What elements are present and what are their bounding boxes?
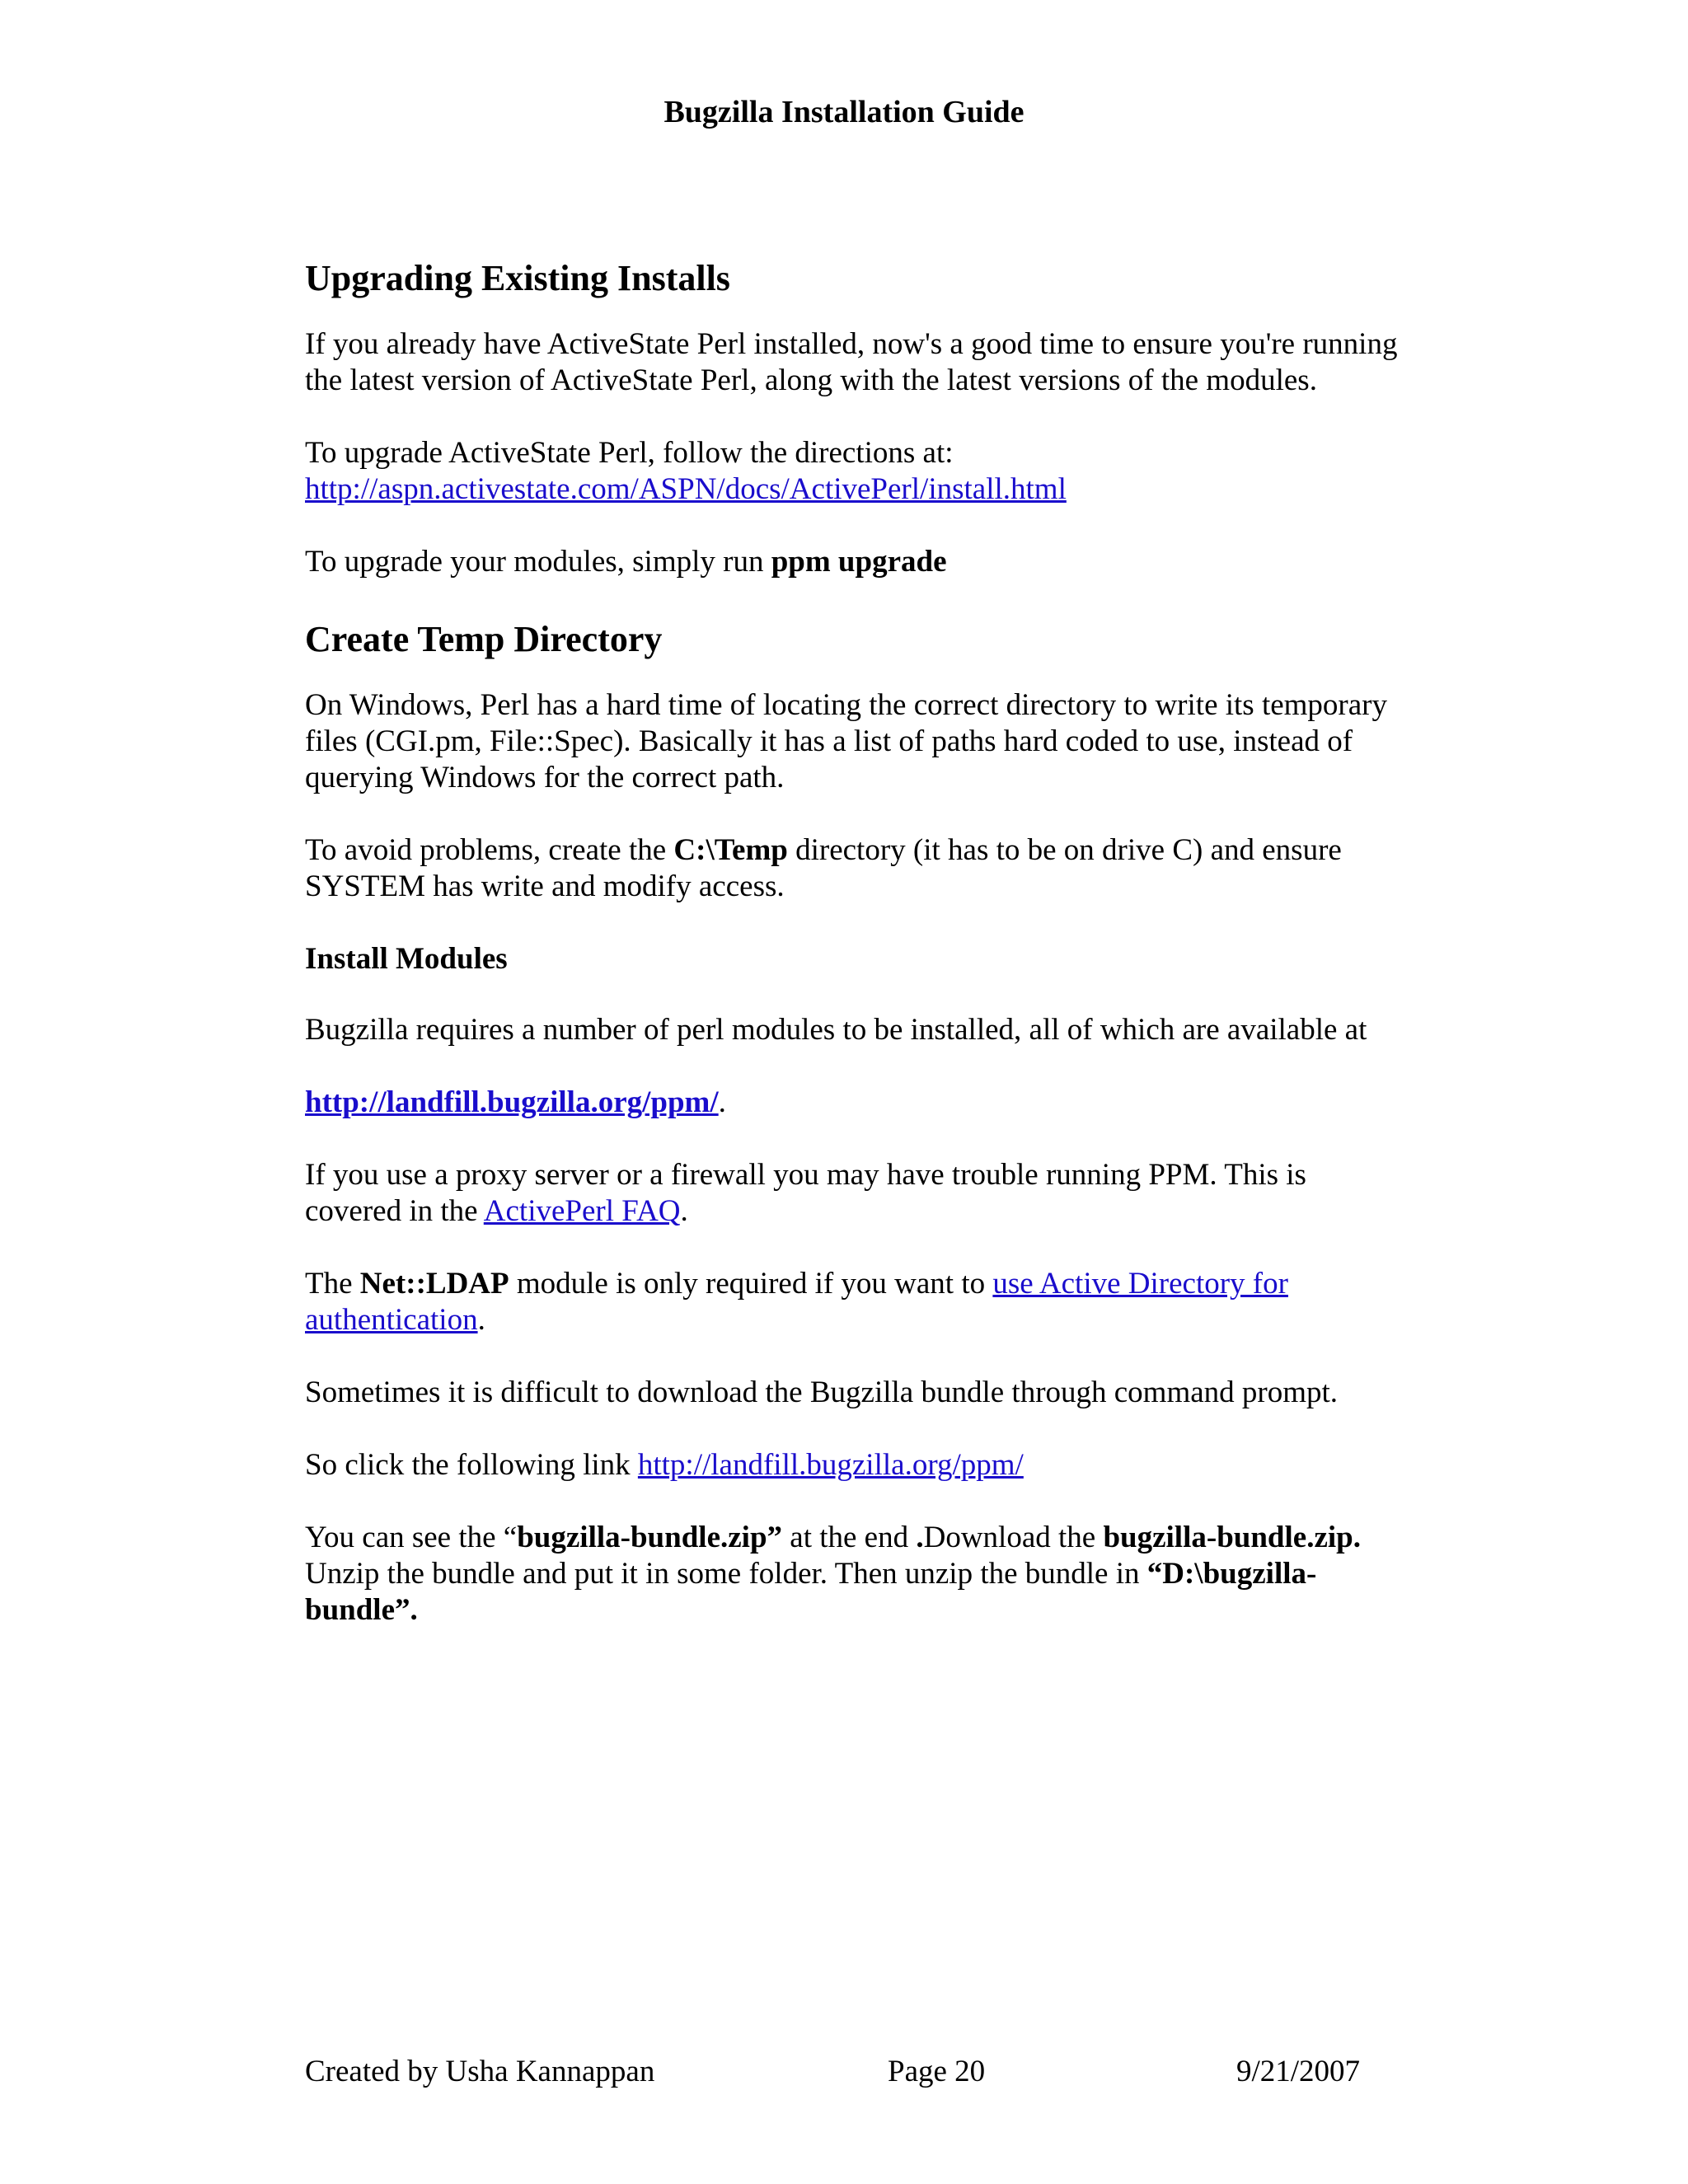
directions-text: To upgrade ActiveState Perl, follow the directions at: [305,436,954,470]
landfill-ppm-link-bold[interactable]: http://landfill.bugzilla.org/ppm/ [305,1085,719,1119]
paragraph-temp-explanation: On Windows, Perl has a hard time of locating the correct directory to write its temporary files (CGI.pm, File::Spec). Basically it has a list of paths hard coded to use, instead of querying Windows for the correct path. [305,688,1387,794]
bundle-text-b: at the end [782,1521,917,1554]
paragraph-download-difficulty: Sometimes it is difficult to download the Bugzilla bundle through command prompt. [305,1376,1339,1409]
paragraph-landfill-link [305,1085,1401,1121]
temp-path: C:\Temp [673,833,788,867]
paragraph-temp-instructions [305,832,1401,905]
ldap-text-a: The [305,1267,360,1301]
document-body [305,255,1401,1665]
paragraph-upgrade-modules [305,544,1401,580]
paragraph-bundle-instructions [305,1520,1401,1629]
temp-text-a: To avoid problems, create the [305,833,674,867]
paragraph-ldap [305,1266,1401,1338]
paragraph-upgrade-intro: If you already have ActiveState Perl installed, now's a good time to ensure you're running the latest version of ActiveState Perl, along with the latest versions of the modules. [305,327,1398,397]
click-link-text: So click the following link [305,1448,638,1482]
net-ldap-module: Net::LDAP [359,1267,509,1301]
bundle-name: bugzilla-bundle.zip. [1103,1521,1361,1554]
bundle-target-path: “D:\bugzilla-bundle”. [305,1557,1317,1627]
bundle-text-a: You can see the “ [305,1521,518,1554]
bundle-name-quoted: bugzilla-bundle.zip” [517,1521,783,1554]
paragraph-click-link [305,1447,1401,1483]
proxy-text: If you use a proxy server or a firewall you may have trouble running PPM. This is covered in the [305,1158,1306,1228]
page-header: Bugzilla Installation Guide [663,95,1025,129]
bundle-text-c: Download the [923,1521,1104,1554]
paragraph-proxy [305,1157,1401,1230]
bundle-text-d: Unzip the bundle and put it in some folder. Then unzip the bundle in [305,1557,1147,1591]
section-heading-install-modules: Install Modules [305,942,508,976]
landfill-ppm-link[interactable]: http://landfill.bugzilla.org/ppm/ [637,1448,1024,1482]
section-heading-temp-directory: Create Temp Directory [305,619,663,659]
proxy-period: . [680,1194,688,1228]
footer-page-number: Page 20 [888,2055,986,2088]
temp-text-b: directory (it has to be on drive C) and ensure SYSTEM has write and modify access. [305,833,1342,903]
paragraph-upgrade-directions [305,435,1401,508]
paragraph-modules-intro: Bugzilla requires a number of perl modules to be installed, all of which are available at [305,1013,1367,1047]
active-directory-link[interactable]: use Active Directory for authentication [305,1267,1288,1337]
upgrade-modules-text: To upgrade your modules, simply run [305,545,771,579]
ldap-text-b: module is only required if you want to [509,1267,993,1301]
activeperl-install-link[interactable]: http://aspn.activestate.com/ASPN/docs/ActivePerl/install.html [305,472,1067,506]
ppm-upgrade-command: ppm upgrade [771,545,947,579]
landfill-period: . [718,1085,726,1119]
bundle-period: . [916,1521,924,1554]
ldap-period: . [477,1303,485,1337]
footer-date: 9/21/2007 [1236,2055,1361,2088]
section-heading-upgrading: Upgrading Existing Installs [305,258,730,298]
footer-author: Created by Usha Kannappan [305,2055,655,2088]
activeperl-faq-link[interactable]: ActivePerl FAQ [483,1194,681,1228]
